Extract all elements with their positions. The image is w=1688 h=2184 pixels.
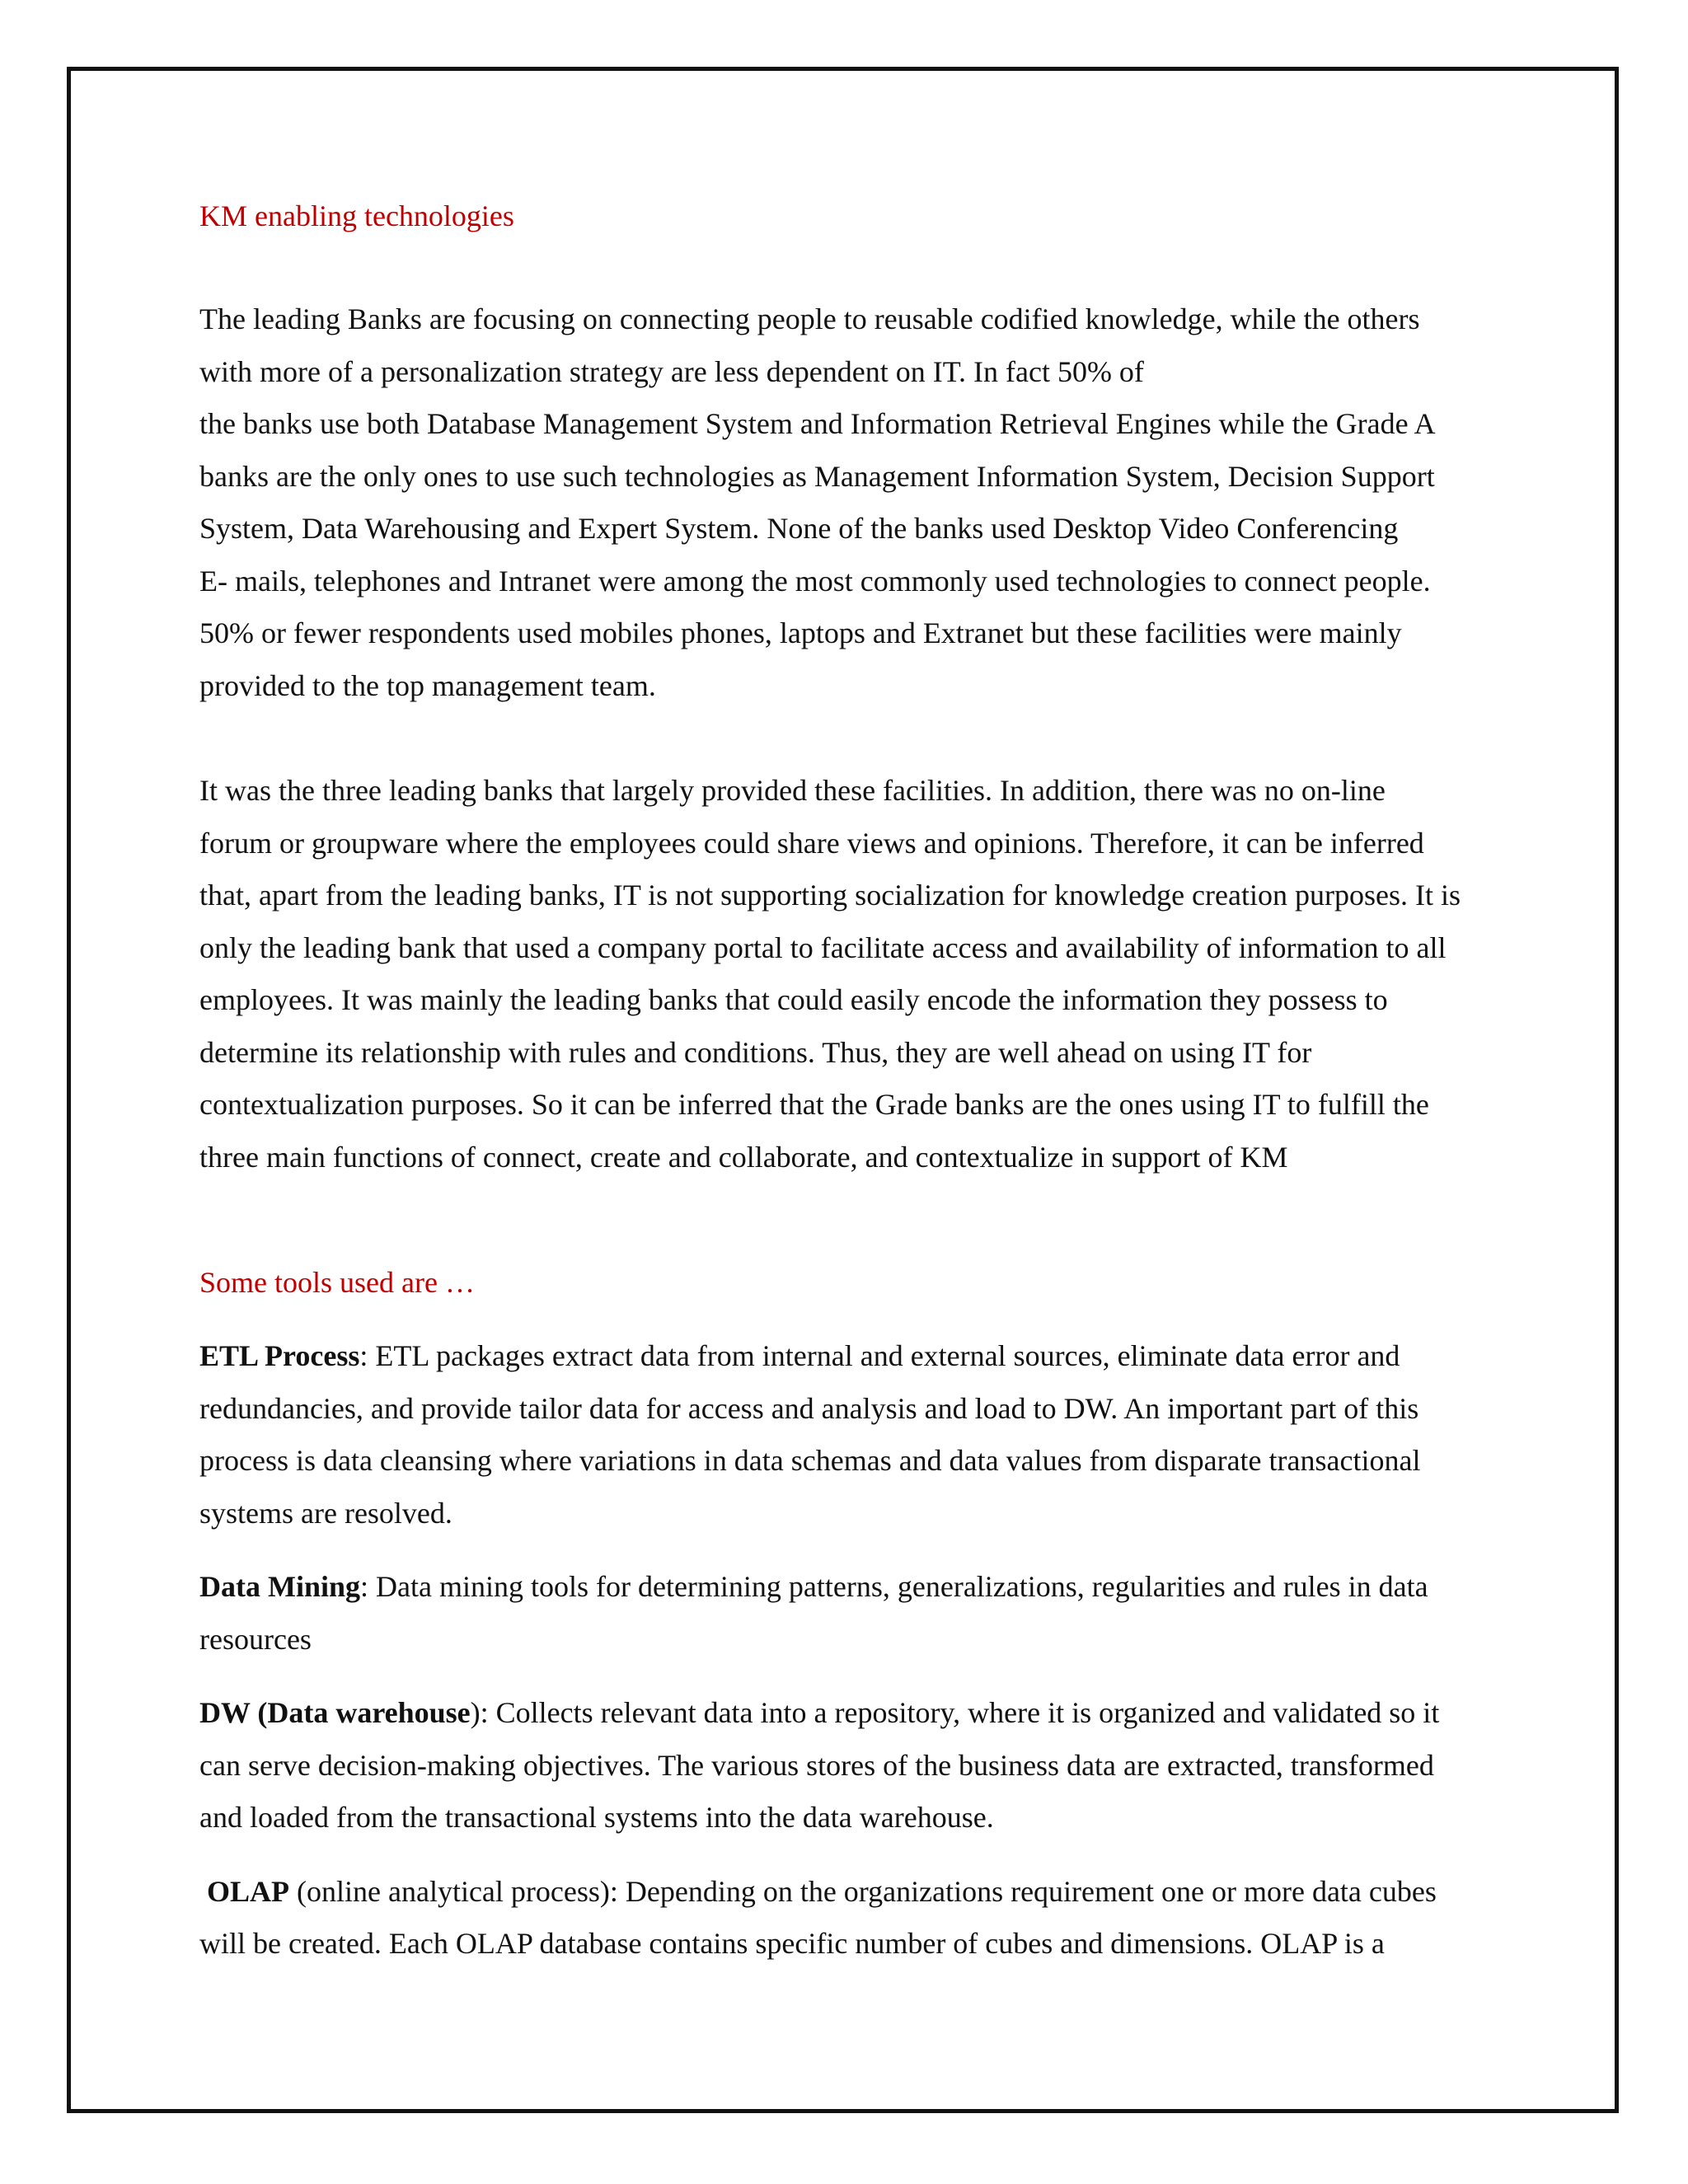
tools-heading: Some tools used are … [199,1266,475,1299]
paragraph-line: with more of a personalization strategy are less dependent on IT. In fact 50% of [199,354,1144,388]
tool-description: : Data mining tools for determining patterns, generalizations, regularities and rules in data [360,1570,1428,1603]
tool-term: Data Mining [199,1570,361,1603]
paragraph-line: only the leading bank that used a company portal to facilitate access and availability of information to all [199,930,1447,964]
tool-data-mining [199,1561,1502,1666]
tool-line: redundancies, and provide tailor data for access and analysis and load to DW. An important part of this [199,1391,1419,1425]
tool-data-warehouse [199,1687,1502,1844]
tool-term: DW (Data warehouse [199,1696,471,1729]
paragraph-2 [199,765,1502,1183]
tool-description: (online analytical process): Depending on the organizations requirement one or more data cubes [289,1874,1437,1908]
tool-line: resources [199,1622,312,1656]
paragraph-line: banks are the only ones to use such technologies as Management Information System, Decision Support [199,459,1435,493]
tool-term: ETL Process [199,1339,360,1372]
paragraph-line: employees. It was mainly the leading banks that could easily encode the information they possess to [199,983,1388,1016]
tool-line: can serve decision-making objectives. The various stores of the business data are extracted, transformed [199,1748,1434,1782]
tool-line: process is data cleansing where variations in data schemas and data values from disparate transactional [199,1444,1421,1477]
tool-line: systems are resolved. [199,1496,452,1530]
tool-description: ): Collects relevant data into a repository, where it is organized and validated so it [470,1696,1440,1729]
tool-etl-process [199,1330,1502,1540]
paragraph-line: forum or groupware where the employees could share views and opinions. Therefore, it can be inferred [199,826,1424,860]
paragraph-line: provided to the top management team. [199,668,656,702]
paragraph-line: It was the three leading banks that largely provided these facilities. In addition, there was no on-line [199,774,1386,807]
paragraph-line: the banks use both Database Management System and Information Retrieval Engines while the Grade A [199,407,1436,440]
tool-line: and loaded from the transactional systems into the data warehouse. [199,1801,994,1834]
paragraph-1 [199,293,1502,712]
section-heading: KM enabling technologies [199,199,514,232]
paragraph-line: 50% or fewer respondents used mobiles phones, laptops and Extranet but these facilities were mainly [199,616,1402,649]
document-body [199,190,1502,1992]
paragraph-line: contextualization purposes. So it can be inferred that the Grade banks are the ones using IT to fulfill the [199,1088,1429,1121]
tool-term: OLAP [207,1874,290,1908]
paragraph-line: E- mails, telephones and Intranet were among the most commonly used technologies to connect people. [199,564,1431,598]
tool-line: will be created. Each OLAP database contains specific number of cubes and dimensions. OLAP is a [199,1927,1385,1960]
tool-olap [199,1866,1502,1971]
paragraph-line: three main functions of connect, create and collaborate, and contextualize in support of KM [199,1140,1288,1174]
tool-description: : ETL packages extract data from internal and external sources, eliminate data error and [359,1339,1400,1372]
paragraph-line: The leading Banks are focusing on connecting people to reusable codified knowledge, while the others [199,302,1420,335]
paragraph-line: System, Data Warehousing and Expert System. None of the banks used Desktop Video Conferencing [199,512,1399,545]
paragraph-line: that, apart from the leading banks, IT is not supporting socialization for knowledge creation purposes. It is [199,879,1461,912]
paragraph-line: determine its relationship with rules and conditions. Thus, they are well ahead on using IT for [199,1035,1312,1069]
